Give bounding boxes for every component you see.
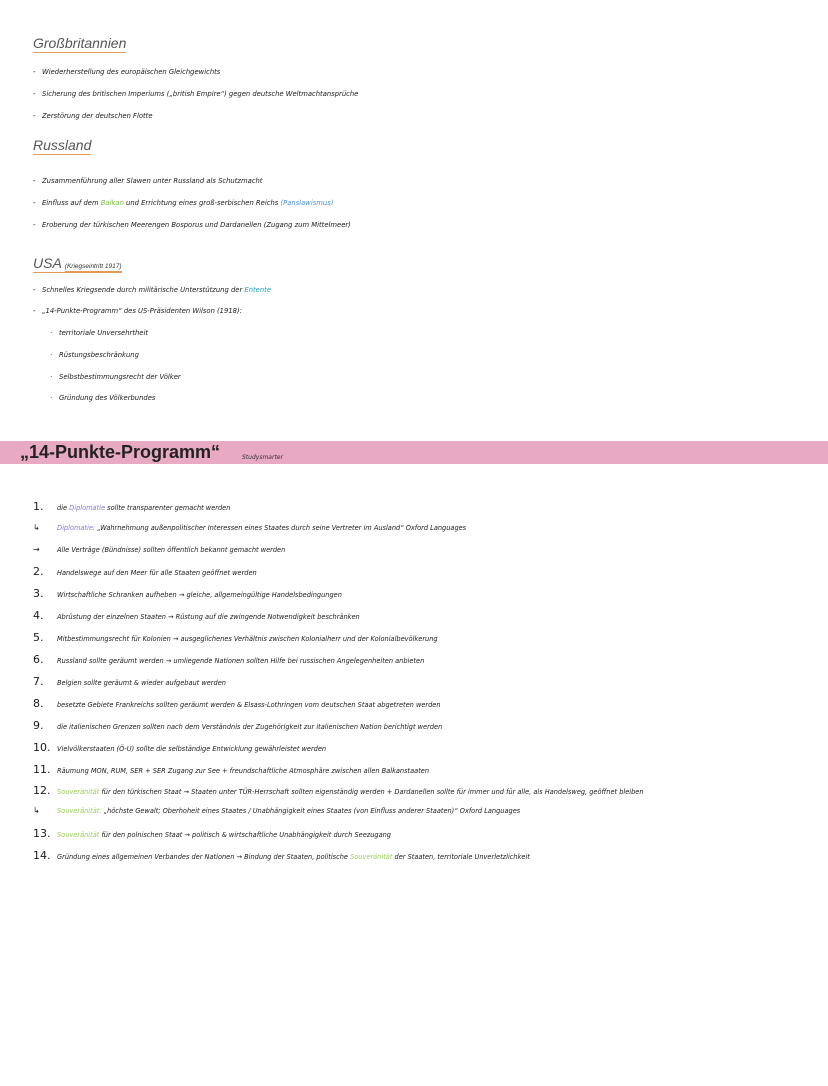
keyword-diplomatie: Diplomatie	[69, 504, 106, 512]
heading-title: USA	[33, 255, 62, 271]
heading-text: Russland	[33, 137, 92, 153]
point-text: der Staaten, territoriale Unverletzlichkeit	[392, 853, 530, 861]
point-text: Abrüstung der einzelnen Staaten → Rüstung auf die zwingende Notwendigkeit beschränken	[57, 613, 360, 621]
point-1-definition	[33, 523, 466, 532]
list-item: - Schnelles Kriegsende durch militärische Unterstützung der Entente	[33, 286, 272, 294]
point-number: 12.	[33, 784, 51, 797]
point-number: 7.	[33, 675, 44, 688]
sub-list-item: · Selbstbestimmungsrecht der Völker	[50, 373, 181, 381]
point-text: Belgien sollte geräumt & wieder aufgebaut werden	[57, 679, 226, 687]
point-text: Vielvölkerstaaten (Ö-U) sollte die selbständige Entwicklung gewährleistet werden	[57, 745, 327, 753]
point-number: 14.	[33, 849, 51, 862]
list-item-text: Wiederherstellung des europäischen Gleichgewichts	[42, 68, 221, 76]
list-item-text: und Errichtung eines groß-serbischen Reichs	[123, 199, 281, 207]
list-item-text: Schnelles Kriegsende durch militärische Unterstützung der	[42, 286, 245, 294]
point-number: 11.	[33, 763, 51, 776]
point-4	[33, 609, 360, 622]
point-number: 13.	[33, 827, 51, 840]
point-text: Mitbestimmungsrecht für Kolonien → ausgeglichenes Verhältnis zwischen Kolonialherr und der Kolonialbevölkerung	[57, 635, 438, 643]
point-text: Russland sollte geräumt werden → umliegende Nationen sollten Hilfe bei russischen Angelegenheiten anbieten	[57, 657, 425, 665]
point-number: 2.	[33, 565, 44, 578]
point-text: die	[57, 504, 70, 512]
point-2	[33, 565, 257, 578]
arrow-icon: →	[33, 545, 40, 554]
point-11	[33, 763, 429, 776]
point-number: 10.	[33, 741, 51, 754]
point-12	[33, 784, 644, 797]
sub-list-item-text: Gründung des Völkerbundes	[59, 394, 156, 402]
point-13	[33, 827, 391, 840]
point-number: 5.	[33, 631, 44, 644]
point-5	[33, 631, 438, 644]
point-10	[33, 741, 326, 754]
point-12-definition	[33, 806, 520, 815]
keyword-panslawismus: (Panslawismus)	[280, 199, 334, 207]
arrow-icon: ↳	[33, 806, 40, 815]
sub-list-item: · territoriale Unversehrtheit	[50, 329, 149, 337]
sub-list-item-text: Selbstbestimmungsrecht der Völker	[59, 373, 181, 381]
list-item: - Zusammenführung aller Slawen unter Russland als Schutzmacht	[33, 177, 263, 185]
list-item-text: Zerstörung der deutschen Flotte	[42, 112, 153, 120]
banner-title: „14-Punkte-Programm“	[20, 442, 221, 462]
point-text: Gründung eines allgemeinen Verbandes der Nationen → Bindung der Staaten, politische	[57, 853, 351, 861]
sub-list-item-text: territoriale Unversehrtheit	[59, 329, 149, 337]
point-6	[33, 653, 424, 666]
point-1-note	[33, 545, 285, 554]
list-item: - Eroberung der türkischen Meerengen Bosporus und Dardanellen (Zugang zum Mittelmeer)	[33, 221, 351, 229]
keyword-souveraenitaet: Souveränität	[57, 831, 100, 839]
list-item-text: Einfluss auf dem	[42, 199, 101, 207]
list-item-text: Sicherung des britischen Imperiums („british Empire“) gegen deutsche Weltmachtansprüche	[42, 90, 359, 98]
banner-source: Studysmarter	[242, 454, 283, 461]
point-number: 4.	[33, 609, 44, 622]
sub-list-item: · Rüstungsbeschränkung	[50, 351, 139, 359]
heading-usa	[33, 255, 122, 271]
point-number: 3.	[33, 587, 44, 600]
list-item: - Einfluss auf dem Balkan und Errichtung eines groß-serbischen Reichs (Panslawismus)	[33, 199, 334, 207]
point-number: 1.	[33, 500, 44, 513]
list-item: - Zerstörung der deutschen Flotte	[33, 112, 153, 120]
point-text: Wirtschaftliche Schranken aufheben → gleiche, allgemeingültige Handelsbedingungen	[57, 591, 342, 599]
point-8	[33, 697, 441, 710]
keyword-entente: Entente	[244, 286, 272, 294]
point-text: besetzte Gebiete Frankreichs sollten geräumt werden & Elsass-Lothringen vom deutschen Staat abgetreten werden	[57, 701, 441, 709]
arrow-icon: ↳	[33, 523, 40, 532]
point-3	[33, 587, 342, 600]
keyword-souveraenitaet: Souveränität	[57, 788, 100, 796]
point-text: für den türkischen Staat → Staaten unter TÜR-Herrschaft sollten eigenständig werden + Dardanellen sollte für immer und für alle, als Handelsweg, geöffnet bleiben	[99, 788, 644, 796]
point-number: 8.	[33, 697, 44, 710]
list-item: - „14-Punkte-Programm“ des US-Präsidenten Wilson (1918):	[33, 307, 242, 315]
heading-text	[33, 255, 122, 273]
point-text: die italienischen Grenzen sollten nach dem Verständnis der Zugehörigkeit zur italienischen Nation berichtigt werden	[57, 723, 443, 731]
list-item-text: Eroberung der türkischen Meerengen Bosporus und Dardanellen (Zugang zum Mittelmeer)	[42, 221, 351, 229]
point-9	[33, 719, 442, 732]
section-banner	[0, 441, 828, 464]
point-text: für den polnischen Staat → politisch & wirtschaftliche Unabhängigkeit durch Seezugang	[99, 831, 391, 839]
sub-list-item: · Gründung des Völkerbundes	[50, 394, 156, 402]
point-text: Räumung MON, RUM, SER + SER Zugang zur See + freundschaftliche Atmosphäre zwischen allen Balkanstaaten	[57, 767, 430, 775]
heading-grossbritannien	[33, 35, 126, 51]
point-text: Alle Verträge (Bündnisse) sollten öffentlich bekannt gemacht werden	[57, 546, 286, 554]
heading-text: Großbritannien	[33, 35, 127, 51]
list-item-text: Zusammenführung aller Slawen unter Russland als Schutzmacht	[42, 177, 263, 185]
keyword-souveraenitaet: Souveränität:	[57, 807, 102, 815]
keyword-balkan: Balkan	[100, 199, 124, 207]
point-text: sollte transparenter gemacht werden	[105, 504, 231, 512]
point-text: „höchste Gewalt; Oberhoheit eines Staates / Unabhängigkeit eines Staates (von Einfluss anderer Staaten)“ Oxford Languages	[101, 807, 521, 815]
point-text: Handelswege auf den Meer für alle Staaten geöffnet werden	[57, 569, 257, 577]
point-text: „Wahrnehmung außenpolitischer Interessen eines Staates durch seine Vertreter im Ausland“ Oxford Languages	[95, 524, 467, 532]
point-14	[33, 849, 530, 862]
list-item: - Wiederherstellung des europäischen Gleichgewichts	[33, 68, 221, 76]
heading-note: (Kriegseintritt 1917)	[64, 263, 122, 270]
point-number: 6.	[33, 653, 44, 666]
point-7	[33, 675, 226, 688]
keyword-diplomatie: Diplomatie:	[57, 524, 96, 532]
heading-russland	[33, 137, 91, 153]
point-1	[33, 500, 230, 513]
point-number: 9.	[33, 719, 44, 732]
keyword-souveraenitaet: Souveränität	[350, 853, 393, 861]
sub-list-item-text: Rüstungsbeschränkung	[59, 351, 139, 359]
list-item-text: „14-Punkte-Programm“ des US-Präsidenten Wilson (1918):	[42, 307, 242, 315]
list-item: - Sicherung des britischen Imperiums („british Empire“) gegen deutsche Weltmachtansprüche	[33, 90, 359, 98]
